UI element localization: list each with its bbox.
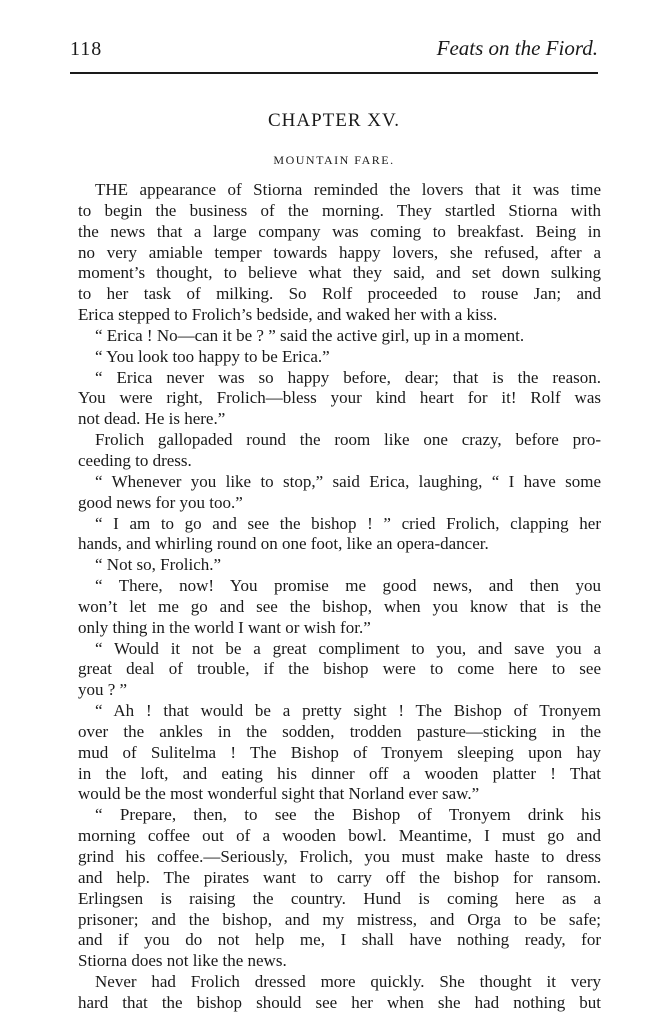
body-text bbox=[78, 180, 601, 1014]
text-line: “ Erica ! No—can it be ? ” said the active girl, up in a moment. bbox=[95, 325, 525, 345]
text-line: mud of Sulitelma ! The Bishop of Tronyem sleeping upon hay bbox=[78, 742, 601, 762]
text-line: over the ankles in the sodden, trodden pasture—sticking in the bbox=[78, 721, 601, 741]
text-line: Stiorna does not like the news. bbox=[78, 951, 287, 971]
text-line: grind his coffee.—Seriously, Frolich, you must make haste to dress bbox=[78, 847, 601, 866]
page-number: 118 bbox=[70, 38, 103, 60]
text-line: Never had Frolich dressed more quickly. She thought it very bbox=[95, 972, 601, 992]
chapter-title: CHAPTER XV. bbox=[267, 110, 401, 131]
text-line: “ Ah ! that would be a pretty sight ! The Bishop of Tronyem bbox=[95, 701, 601, 721]
text-line: no very amiable temper towards happy lovers, she refused, after a bbox=[78, 242, 601, 262]
text-line: and help. The pirates want to carry off the bishop for ransom. bbox=[78, 867, 601, 887]
text-line: you ? ” bbox=[78, 680, 128, 700]
text-line: great deal of trouble, if the bishop were to come here to see bbox=[78, 659, 601, 679]
text-line: hard that the bishop should see her when she had nothing but bbox=[78, 992, 601, 1012]
text-line: THE appearance of Stiorna reminded the lovers that it was time bbox=[95, 180, 601, 199]
header-rule bbox=[70, 72, 598, 74]
text-line: “ Erica never was so happy before, dear; that is the reason. bbox=[95, 367, 601, 387]
text-line: ceeding to dress. bbox=[78, 450, 192, 470]
chapter-subtitle: MOUNTAIN FARE. bbox=[273, 153, 395, 167]
text-line: “ Whenever you like to stop,” said Erica, laughing, “ I have some bbox=[95, 471, 601, 491]
text-line: only thing in the world I want or wish for.” bbox=[78, 617, 371, 637]
text-line: moment’s thought, to believe what they said, and set down sulking bbox=[78, 263, 601, 283]
text-line: to her task of milking. So Rolf proceeded to rouse Jan; and bbox=[78, 284, 601, 304]
running-title: Feats on the Fiord. bbox=[436, 36, 598, 60]
text-line: “ There, now! You promise me good news, and then you bbox=[95, 576, 601, 596]
text-line: hands, and whirling round on one foot, like an opera-dancer. bbox=[78, 534, 489, 554]
text-line: morning coffee out of a wooden bowl. Meantime, I must go and bbox=[78, 826, 601, 846]
text-line: Frolich gallopaded round the room like one crazy, before pro- bbox=[95, 430, 601, 450]
text-line: to begin the business of the morning. They startled Stiorna with bbox=[78, 200, 601, 220]
text-line: in the loft, and eating his dinner off a wooden platter ! That bbox=[78, 763, 601, 783]
text-line: good news for you too.” bbox=[78, 492, 243, 512]
text-line: won’t let me go and see the bishop, when you know that is the bbox=[78, 596, 601, 616]
text-line: “ Would it not be a great compliment to you, and save you a bbox=[95, 638, 601, 658]
text-line: “ You look too happy to be Erica.” bbox=[95, 346, 330, 366]
text-line: the news that a large company was coming to breakfast. Being in bbox=[78, 221, 601, 241]
text-line: You were right, Frolich—bless your kind heart for it! Rolf was bbox=[78, 388, 601, 408]
text-line: “ I am to go and see the bishop ! ” cried Frolich, clapping her bbox=[95, 513, 601, 533]
text-line: and if you do not help me, I shall have nothing ready, for bbox=[78, 930, 601, 950]
text-line: prisoner; and the bishop, and my mistress, and Orga to be safe; bbox=[78, 909, 601, 929]
text-line: “ Not so, Frolich.” bbox=[95, 555, 222, 575]
text-line: “ Prepare, then, to see the Bishop of Tronyem drink his bbox=[95, 805, 601, 825]
text-line: Erlingsen is raising the country. Hund is coming here as a bbox=[78, 888, 601, 908]
text-line: would be the most wonderful sight that Norland ever saw.” bbox=[78, 784, 480, 804]
text-line: Erica stepped to Frolich’s bedside, and waked her with a kiss. bbox=[78, 305, 498, 325]
text-line: not dead. He is here.” bbox=[78, 409, 226, 429]
page-header bbox=[70, 34, 598, 64]
